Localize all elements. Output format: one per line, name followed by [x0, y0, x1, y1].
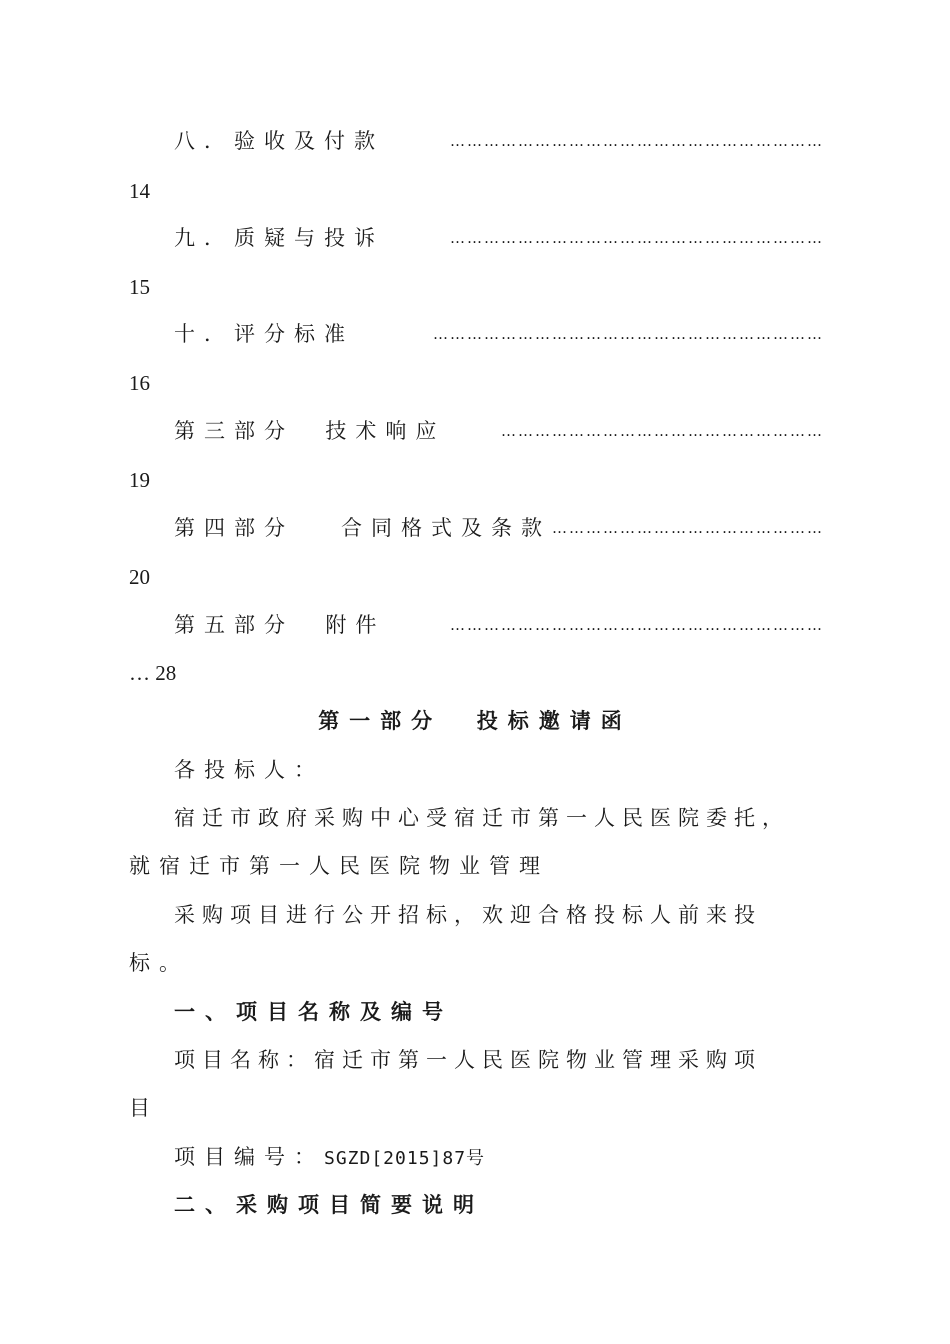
toc-entry-query-complaint[interactable] — [174, 223, 824, 253]
intro-paragraph-line: 宿迁市政府采购中心受宿迁市第一人民医院委托， — [174, 806, 790, 830]
toc-entry-title: 第四部分 合同格式及条款 — [174, 516, 552, 540]
subheading-procurement-summary: 二、采购项目简要说明 — [174, 1193, 484, 1217]
intro-paragraph-line: 采购项目进行公开招标，欢迎合格投标人前来投 — [174, 903, 762, 927]
toc-entry-part4-contract[interactable] — [174, 513, 824, 543]
toc-page-number: 16 — [129, 371, 150, 395]
toc-entry-title: 八．验收及付款 — [174, 129, 384, 153]
subheading-project-name-number: 一、项目名称及编号 — [174, 1000, 453, 1024]
toc-page-number: 19 — [129, 468, 150, 492]
project-name-line: 项目名称：宿迁市第一人民医院物业管理采购项 — [174, 1048, 762, 1072]
toc-dot-leader: ………………………………………………………… — [450, 132, 824, 150]
toc-entry-title: 九．质疑与投诉 — [174, 226, 384, 250]
toc-entry-part5-appendix[interactable] — [174, 610, 824, 640]
toc-dot-leader: ………………………………………………………… — [450, 616, 824, 634]
toc-page-number: 20 — [129, 565, 150, 589]
toc-page-number: 15 — [129, 275, 150, 299]
toc-entry-title: 第三部分 技术响应 — [174, 419, 462, 443]
project-name-line: 目 — [129, 1096, 150, 1120]
toc-page-number: … 28 — [129, 661, 177, 685]
intro-paragraph-line: 就宿迁市第一人民医院物业管理 — [129, 854, 549, 878]
toc-entry-scoring-criteria[interactable] — [174, 319, 824, 349]
project-number-label: 项目编号： — [174, 1145, 324, 1169]
toc-entry-title: 第五部分 附件 — [174, 613, 386, 637]
toc-dot-leader: ………………………………………… — [552, 519, 824, 537]
toc-entry-acceptance-payment[interactable] — [174, 126, 824, 156]
project-number-value: SGZD[2015]87号 — [324, 1148, 486, 1169]
toc-entry-part3-technical[interactable] — [174, 416, 824, 446]
section-heading-bid-invitation: 第一部分 投标邀请函 — [318, 709, 632, 733]
intro-paragraph-line: 标。 — [129, 951, 189, 975]
toc-dot-leader: ………………………………………………… — [501, 422, 824, 440]
toc-dot-leader: …………………………………………………………… — [433, 325, 824, 343]
project-number-line — [174, 1142, 485, 1172]
toc-page-number: 14 — [129, 179, 150, 203]
toc-entry-title: 十．评分标准 — [174, 322, 354, 346]
toc-dot-leader: ………………………………………………………… — [450, 229, 824, 247]
salutation: 各投标人： — [174, 758, 324, 782]
